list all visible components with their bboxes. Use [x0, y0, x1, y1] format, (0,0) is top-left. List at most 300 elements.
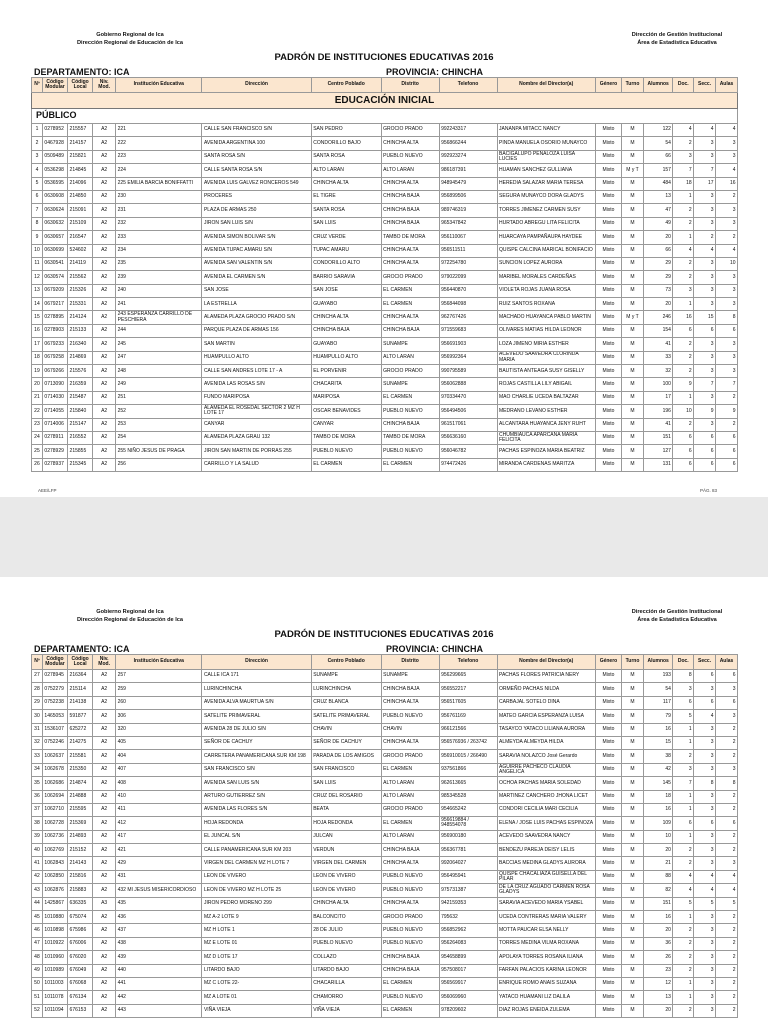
cell-centro-poblado: GUAYABO [311, 298, 381, 311]
cell-genero: Mixto [595, 190, 621, 203]
cell-codigo-modular: 0679258 [42, 351, 67, 364]
cell-centro-poblado: CHINCHA ALTA [311, 177, 381, 190]
table-row [32, 458, 738, 471]
cell-aulas: 2 [716, 803, 738, 816]
cell-docentes: 2 [673, 204, 694, 217]
cell-director: TORRES MEDINA VILMA ROXANA [497, 937, 595, 950]
cell-genero: Mixto [595, 964, 621, 977]
column-header-director: Nombre del Director(a) [497, 78, 595, 93]
cell-director: MIRANDA CARDENAS MARITZA [497, 458, 595, 471]
cell-turno: M [622, 951, 644, 964]
cell-num: 20 [32, 378, 43, 391]
cell-codigo-modular: 1536107 [42, 723, 67, 736]
cell-telefono: 962613665 [439, 777, 497, 790]
cell-codigo-modular: 0630541 [42, 257, 67, 270]
cell-num: 36 [32, 790, 43, 803]
cell-turno: M [622, 204, 644, 217]
cell-telefono: 956852962 [439, 924, 497, 937]
cell-institucion: 239 [116, 271, 202, 284]
cell-direccion: LURINCHINCHA [202, 683, 311, 696]
cell-alumnos: 38 [643, 750, 673, 763]
cell-centro-poblado: CHINCHA ALTA [311, 311, 381, 324]
cell-centro-poblado: CRUZ VERDE [311, 231, 381, 244]
cell-direccion: AVENIDA LUIS GALVEZ RONCEROS 549 [202, 177, 311, 190]
cell-nivel: A2 [93, 1004, 116, 1017]
table-row [32, 338, 738, 351]
cell-secciones: 6 [694, 324, 716, 337]
cell-distrito: TAMBO DE MORA [381, 431, 439, 444]
cell-secciones: 6 [694, 431, 716, 444]
cell-distrito: CHINCHA BAJA [381, 683, 439, 696]
cell-aulas: 6 [716, 445, 738, 458]
cell-codigo-local: 216552 [68, 431, 93, 444]
cell-distrito: CHINCHA ALTA [381, 244, 439, 257]
cell-alumnos: 196 [643, 405, 673, 418]
cell-director: ACEVEDO SAAVEDRA CLORINDA MARIA [497, 351, 595, 364]
report-page-2 [0, 577, 768, 1024]
cell-distrito: CHINCHA ALTA [381, 696, 439, 709]
cell-genero: Mixto [595, 857, 621, 870]
cell-direccion: CALLE SANTA ROSA S/N [202, 164, 311, 177]
cell-director: SARAVIA NOLAZCO José Gerardo [497, 750, 595, 763]
table-row [32, 736, 738, 749]
cell-aulas: 3 [716, 857, 738, 870]
cell-codigo-modular: 0752246 [42, 736, 67, 749]
cell-director: SEGURA MUNAYCO DORA GLADYS [497, 190, 595, 203]
cell-nivel: A2 [93, 803, 116, 816]
cell-secciones: 3 [694, 1004, 716, 1017]
cell-codigo-local: 214275 [68, 736, 93, 749]
cell-nivel: A2 [93, 150, 116, 163]
column-header-aulas: Aulas [716, 78, 738, 93]
table-row [32, 911, 738, 924]
cell-telefono: 956691903 [439, 338, 497, 351]
cell-secciones: 8 [694, 777, 716, 790]
cell-institucion: 248 [116, 365, 202, 378]
cell-turno: M [622, 736, 644, 749]
cell-num: 25 [32, 445, 43, 458]
cell-codigo-modular: 1010898 [42, 924, 67, 937]
cell-docentes: 5 [673, 897, 694, 910]
cell-distrito: EL CARMEN [381, 763, 439, 776]
cell-secciones: 3 [694, 830, 716, 843]
column-header-secciones: Secc. [694, 655, 716, 670]
cell-codigo-modular: 1062843 [42, 857, 67, 870]
cell-aulas: 2 [716, 790, 738, 803]
cell-direccion: ALAMEDA PLAZA GRAU 132 [202, 431, 311, 444]
cell-aulas: 6 [716, 817, 738, 830]
cell-turno: M [622, 964, 644, 977]
cell-genero: Mixto [595, 365, 621, 378]
cell-turno: M [622, 937, 644, 950]
cell-nivel: A2 [93, 311, 116, 324]
cell-aulas: 2 [716, 991, 738, 1004]
cell-num: 1 [32, 124, 43, 137]
cell-direccion: SATELITE PRIMAVERAL [202, 710, 311, 723]
cell-nivel: A2 [93, 964, 116, 977]
cell-num: 44 [32, 897, 43, 910]
cell-aulas: 2 [716, 1004, 738, 1017]
table-row [32, 763, 738, 776]
cell-secciones: 6 [694, 458, 716, 471]
cell-direccion: SAN JOSE [202, 284, 311, 297]
cell-institucion: 441 [116, 977, 202, 990]
table-row [32, 977, 738, 990]
cell-num: 9 [32, 231, 43, 244]
cell-nivel: A2 [93, 790, 116, 803]
cell-institucion: 429 [116, 857, 202, 870]
cell-num: 31 [32, 723, 43, 736]
cell-distrito: PUEBLO NUEVO [381, 884, 439, 897]
cell-institucion: 251 [116, 391, 202, 404]
table-row [32, 723, 738, 736]
cell-docentes: 2 [673, 844, 694, 857]
cell-secciones: 6 [694, 670, 716, 683]
cell-turno: M [622, 244, 644, 257]
cell-centro-poblado: EL PORVENIR [311, 365, 381, 378]
cell-codigo-local: 215109 [68, 217, 93, 230]
cell-turno: M [622, 124, 644, 137]
cell-num: 37 [32, 803, 43, 816]
cell-turno: M [622, 803, 644, 816]
cell-distrito: EL CARMEN [381, 458, 439, 471]
cell-distrito: EL CARMEN [381, 1004, 439, 1017]
cell-docentes: 1 [673, 190, 694, 203]
cell-distrito: CHINCHA ALTA [381, 897, 439, 910]
cell-turno: M [622, 670, 644, 683]
cell-genero: Mixto [595, 870, 621, 883]
cell-docentes: 2 [673, 338, 694, 351]
cell-director: DE LA CRUZ AGUADO CARMEN ROSA GLADYS [497, 884, 595, 897]
cell-director: JANANPA MITACC NANCY [497, 124, 595, 137]
cell-alumnos: 29 [643, 257, 673, 270]
cell-centro-poblado: CHACARITA [311, 378, 381, 391]
cell-direccion: CANYAR [202, 418, 311, 431]
cell-telefono: 937561866 [439, 763, 497, 776]
cell-alumnos: 16 [643, 803, 673, 816]
cell-codigo-modular: 0278903 [42, 324, 67, 337]
cell-genero: Mixto [595, 405, 621, 418]
cell-genero: Mixto [595, 298, 621, 311]
cell-institucion: 234 [116, 244, 202, 257]
cell-director: MARTINEZ CANCHERO JHONA LICET [497, 790, 595, 803]
column-header-telefono: Telefono [439, 655, 497, 670]
cell-aulas: 16 [716, 177, 738, 190]
cell-telefono: 985345528 [439, 790, 497, 803]
cell-director: HEREDIA SALAZAR MARIA TERESA [497, 177, 595, 190]
cell-centro-poblado: 28 DE JULIO [311, 924, 381, 937]
schools-table [31, 77, 738, 472]
cell-telefono: 992923274 [439, 150, 497, 163]
cell-distrito: ALTO LARAN [381, 830, 439, 843]
table-row [32, 204, 738, 217]
cell-codigo-local: 214869 [68, 351, 93, 364]
cell-aulas: 6 [716, 696, 738, 709]
cell-distrito: GROCIO PRADO [381, 271, 439, 284]
cell-telefono: 956900180 [439, 830, 497, 843]
cell-director: ENRIQUE ROMO ANAIS SUZANA [497, 977, 595, 990]
cell-secciones: 15 [694, 311, 716, 324]
table-row [32, 830, 738, 843]
cell-docentes: 1 [673, 991, 694, 1004]
cell-codigo-local: 214096 [68, 177, 93, 190]
cell-docentes: 4 [673, 244, 694, 257]
cell-nivel: A2 [93, 271, 116, 284]
cell-telefono: 956636160 [439, 431, 497, 444]
table-row [32, 431, 738, 444]
cell-centro-poblado: CHAMORRO [311, 991, 381, 1004]
cell-telefono: 956761169 [439, 710, 497, 723]
cell-turno: M [622, 977, 644, 990]
cell-direccion: PARQUE PLAZA DE ARMAS 156 [202, 324, 311, 337]
cell-distrito: CHINCHA BAJA [381, 964, 439, 977]
cell-aulas: 2 [716, 844, 738, 857]
cell-docentes: 1 [673, 298, 694, 311]
cell-institucion: 240 [116, 284, 202, 297]
cell-docentes: 1 [673, 723, 694, 736]
cell-num: 29 [32, 696, 43, 709]
cell-centro-poblado: MARIPOSA [311, 391, 381, 404]
cell-turno: M [622, 884, 644, 897]
cell-nivel: A2 [93, 857, 116, 870]
cell-distrito: CHAVIN [381, 723, 439, 736]
cell-direccion: LITARDO BAJO [202, 964, 311, 977]
cell-institucion: 233 [116, 231, 202, 244]
cell-telefono: 942159353 [439, 897, 497, 910]
cell-direccion: VIÑA VIEJA [202, 1004, 311, 1017]
cell-codigo-local: 214874 [68, 777, 93, 790]
cell-turno: M [622, 750, 644, 763]
cell-aulas: 3 [716, 710, 738, 723]
cell-institucion: 223 [116, 150, 202, 163]
cell-alumnos: 109 [643, 817, 673, 830]
cell-turno: M [622, 298, 644, 311]
section-title: EDUCACIÓN INICIAL [32, 93, 738, 109]
header-direccion-regional: Dirección Regional de Educación de Ica [77, 40, 183, 46]
cell-codigo-local: 215114 [68, 683, 93, 696]
cell-codigo-modular: 0679266 [42, 365, 67, 378]
cell-codigo-modular: 0278911 [42, 431, 67, 444]
cell-director: BACCIAS MEDINA GLADYS AURORA [497, 857, 595, 870]
cell-genero: Mixto [595, 445, 621, 458]
cell-secciones: 4 [694, 124, 716, 137]
cell-aulas: 2 [716, 190, 738, 203]
cell-turno: M [622, 231, 644, 244]
cell-num: 11 [32, 257, 43, 270]
cell-turno: M [622, 150, 644, 163]
cell-genero: Mixto [595, 763, 621, 776]
cell-codigo-local: 675986 [68, 924, 93, 937]
cell-docentes: 1 [673, 790, 694, 803]
cell-genero: Mixto [595, 710, 621, 723]
cell-centro-poblado: CONDORILLO BAJO [311, 137, 381, 150]
cell-aulas: 7 [716, 378, 738, 391]
cell-docentes: 2 [673, 964, 694, 977]
cell-num: 41 [32, 857, 43, 870]
cell-docentes: 6 [673, 324, 694, 337]
table-row [32, 964, 738, 977]
cell-director: APOLAYA TORRES ROSANA ILIANA [497, 951, 595, 964]
cell-secciones: 3 [694, 844, 716, 857]
cell-centro-poblado: CHINCHA BAJA [311, 324, 381, 337]
cell-num: 7 [32, 204, 43, 217]
cell-turno: M [622, 445, 644, 458]
cell-institucion: 241 [116, 298, 202, 311]
cell-genero: Mixto [595, 231, 621, 244]
cell-telefono: 992064027 [439, 857, 497, 870]
cell-distrito: CHINCHA BAJA [381, 190, 439, 203]
column-header-nivel: Niv. Mod. [93, 78, 116, 93]
cell-distrito: EL CARMEN [381, 298, 439, 311]
provincia-label: PROVINCIA: CHINCHA [386, 67, 484, 77]
cell-aulas: 2 [716, 977, 738, 990]
cell-nivel: A2 [93, 991, 116, 1004]
cell-docentes: 3 [673, 150, 694, 163]
cell-institucion: 259 [116, 683, 202, 696]
cell-docentes: 5 [673, 710, 694, 723]
cell-centro-poblado: VIRGEN DEL CARMEN [311, 857, 381, 870]
cell-alumnos: 15 [643, 736, 673, 749]
cell-centro-poblado: SANTA ROSA [311, 150, 381, 163]
cell-secciones: 3 [694, 763, 716, 776]
cell-codigo-modular: 0278895 [42, 311, 67, 324]
header-left [60, 31, 200, 47]
cell-institucion: 421 [116, 844, 202, 857]
cell-centro-poblado: VERDUN [311, 844, 381, 857]
cell-turno: M [622, 1004, 644, 1017]
table-row [32, 324, 738, 337]
cell-alumnos: 23 [643, 964, 673, 977]
cell-codigo-modular: 1010989 [42, 964, 67, 977]
cell-nivel: A2 [93, 683, 116, 696]
cell-secciones: 3 [694, 284, 716, 297]
cell-director: PINDA MANUELA OSORIO MUNAYCO [497, 137, 595, 150]
cell-institucion: 253 [116, 418, 202, 431]
cell-director: ACEVEDO SAAVEDRA NANCY [497, 830, 595, 843]
cell-codigo-local: 215487 [68, 391, 93, 404]
cell-institucion: 245 [116, 338, 202, 351]
cell-director: HUAMAN SANCHEZ GULLIANA [497, 164, 595, 177]
cell-docentes: 4 [673, 124, 694, 137]
footer-page-number: PÁG. 83 [700, 488, 718, 493]
cell-turno: M [622, 911, 644, 924]
cell-aulas: 6 [716, 324, 738, 337]
cell-telefono: 990795589 [439, 365, 497, 378]
cell-turno: M [622, 710, 644, 723]
cell-distrito: GROCIO PRADO [381, 803, 439, 816]
cell-codigo-local: 676020 [68, 951, 93, 964]
cell-genero: Mixto [595, 683, 621, 696]
cell-turno: M [622, 338, 644, 351]
cell-director: HUARCAYA PAMPAÑAUPA HAYDEE [497, 231, 595, 244]
cell-institucion: 235 [116, 257, 202, 270]
cell-nivel: A2 [93, 884, 116, 897]
cell-direccion: LEON DE VIVERO MZ H LOTE 25 [202, 884, 311, 897]
cell-aulas: 2 [716, 911, 738, 924]
table-row [32, 378, 738, 391]
cell-telefono: 956619884 / 948554078 [439, 817, 497, 830]
cell-docentes: 16 [673, 311, 694, 324]
cell-telefono: 956046782 [439, 445, 497, 458]
cell-num: 24 [32, 431, 43, 444]
cell-aulas: 3 [716, 298, 738, 311]
cell-director: MATEO GARCIA ESPERANZA LUISA [497, 710, 595, 723]
report-page-1 [0, 0, 768, 497]
cell-nivel: A2 [93, 231, 116, 244]
cell-turno: M [622, 137, 644, 150]
cell-codigo-modular: 0714006 [42, 418, 67, 431]
cell-nivel: A2 [93, 338, 116, 351]
column-header-docentes: Doc. [673, 78, 694, 93]
cell-nivel: A3 [93, 897, 116, 910]
cell-turno: M [622, 897, 644, 910]
cell-institucion: 412 [116, 817, 202, 830]
cell-codigo-local: 215326 [68, 284, 93, 297]
cell-nivel: A2 [93, 324, 116, 337]
cell-nivel: A2 [93, 164, 116, 177]
cell-aulas: 4 [716, 244, 738, 257]
cell-direccion: CALLE ICA 171 [202, 670, 311, 683]
cell-turno: M [622, 418, 644, 431]
cell-aulas: 4 [716, 884, 738, 897]
cell-genero: Mixto [595, 458, 621, 471]
table-row [32, 924, 738, 937]
cell-telefono: 986187391 [439, 164, 497, 177]
cell-codigo-local: 676153 [68, 1004, 93, 1017]
cell-docentes: 6 [673, 696, 694, 709]
cell-institucion: 411 [116, 803, 202, 816]
cell-turno: M [622, 696, 644, 709]
cell-num: 50 [32, 977, 43, 990]
cell-telefono: 956844098 [439, 298, 497, 311]
cell-codigo-modular: 1062850 [42, 870, 67, 883]
table-row [32, 217, 738, 230]
cell-distrito: ALTO LARAN [381, 790, 439, 803]
cell-codigo-local: 214124 [68, 311, 93, 324]
cell-turno: M [622, 844, 644, 857]
column-header-institucion: Institución Educativa [116, 655, 202, 670]
cell-direccion: SAN MARTIN [202, 338, 311, 351]
cell-codigo-local: 216364 [68, 670, 93, 683]
cell-telefono: 956494506 [439, 405, 497, 418]
cell-distrito: SUNAMPE [381, 378, 439, 391]
cell-alumnos: 13 [643, 190, 673, 203]
cell-director: BACIGALUPO PEÑALOZA LUISA LUCIES [497, 150, 595, 163]
cell-aulas: 3 [716, 271, 738, 284]
cell-distrito: PUEBLO NUEVO [381, 405, 439, 418]
cell-direccion: AVENIDA TUPAC AMARU S/N [202, 244, 311, 257]
cell-genero: Mixto [595, 431, 621, 444]
cell-nivel: A2 [93, 696, 116, 709]
column-header-codigo-modular: Código Modular [42, 78, 67, 93]
cell-codigo-local: 676006 [68, 937, 93, 950]
table-row [32, 683, 738, 696]
cell-nivel: A2 [93, 284, 116, 297]
cell-alumnos: 73 [643, 284, 673, 297]
cell-num: 3 [32, 150, 43, 163]
cell-centro-poblado: SEÑOR DE CACHUY [311, 736, 381, 749]
cell-codigo-modular: 0679209 [42, 284, 67, 297]
cell-director: OCHOA PACHAS MARIA SOLEDAD [497, 777, 595, 790]
cell-nivel: A2 [93, 736, 116, 749]
cell-distrito: CHINCHA ALTA [381, 137, 439, 150]
cell-secciones: 4 [694, 884, 716, 897]
cell-telefono: 956569917 [439, 977, 497, 990]
cell-alumnos: 29 [643, 271, 673, 284]
table-row [32, 271, 738, 284]
cell-aulas: 3 [716, 217, 738, 230]
cell-secciones: 3 [694, 338, 716, 351]
